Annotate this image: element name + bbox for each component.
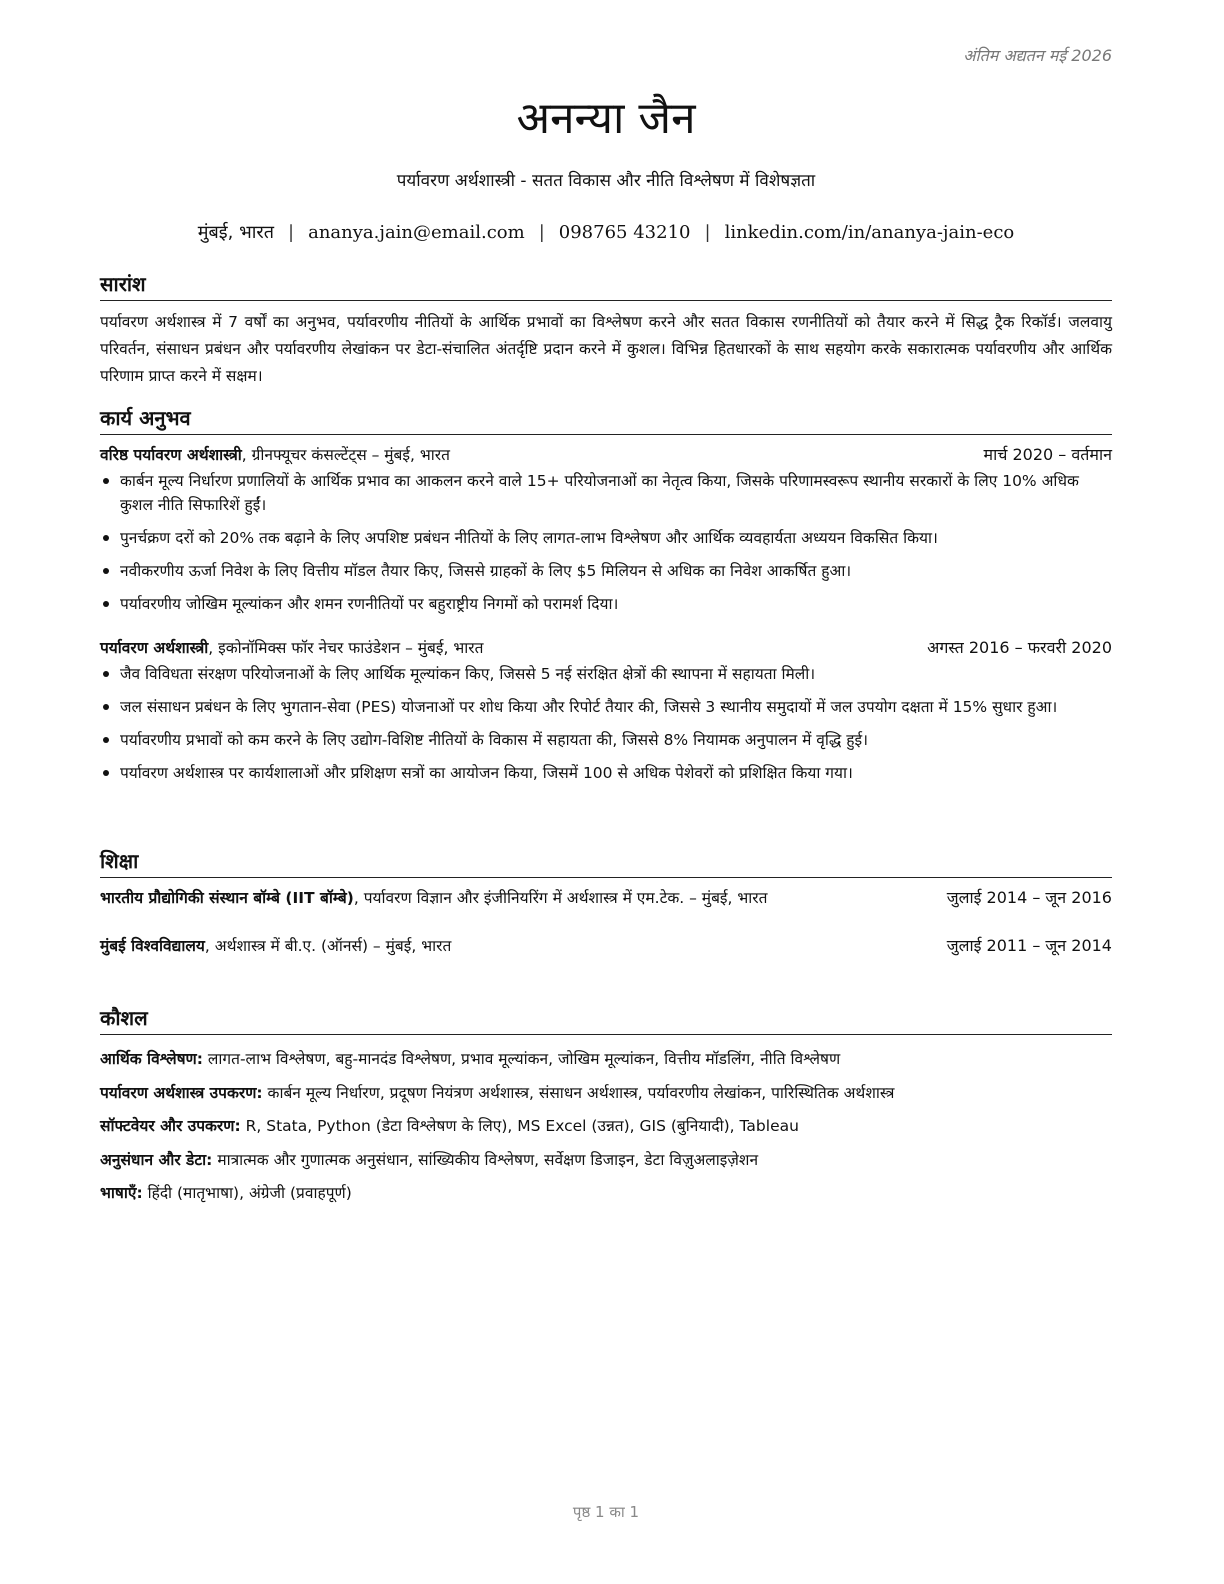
- skill-label: आर्थिक विश्लेषण:: [100, 1050, 203, 1068]
- skill-line: [100, 1144, 1112, 1178]
- education-section: [100, 847, 1112, 958]
- separator: |: [288, 222, 295, 243]
- skill-value: R, Stata, Python (डेटा विश्लेषण के लिए), MS Excel (उन्नत), GIS (बुनियादी), Tableau: [240, 1117, 799, 1135]
- skill-line: [100, 1077, 1112, 1111]
- education-dates: जुलाई 2011 – जून 2014: [946, 936, 1112, 955]
- skill-label: भाषाएँ:: [100, 1184, 143, 1202]
- job-dates: अगस्त 2016 – फरवरी 2020: [927, 638, 1112, 657]
- degree-detail: , पर्यावरण विज्ञान और इंजीनियरिंग में अर्थशास्त्र में एम.टेक. – मुंबई, भारत: [353, 889, 768, 907]
- skill-line: [100, 1043, 1112, 1077]
- skill-value: लागत-लाभ विश्लेषण, बहु-मानदंड विश्लेषण, प्रभाव मूल्यांकन, जोखिम मूल्यांकन, वित्तीय मॉडलिंग, नीति विश्लेषण: [202, 1050, 841, 1068]
- skill-value: कार्बन मूल्य निर्धारण, प्रदूषण नियंत्रण अर्थशास्त्र, संसाधन अर्थशास्त्र, पर्यावरणीय लेखांकन, पारिस्थितिक अर्थशास्त्र: [262, 1083, 895, 1102]
- bullet-item: पर्यावरणीय प्रभावों को कम करने के लिए उद्योग-विशिष्ट नीतियों के विकास में सहायता की, जिससे 8% नियामक अनुपालन में वृद्धि हुई।: [100, 728, 1112, 752]
- tagline: पर्यावरण अर्थशास्त्री - सतत विकास और नीति विश्लेषण में विशेषज्ञता: [396, 171, 816, 191]
- bullet-item: जल संसाधन प्रबंधन के लिए भुगतान-सेवा (PES) योजनाओं पर शोध किया और रिपोर्ट तैयार की, जिससे 3 स्थानीय समुदायों में जल उपयोग दक्षता में 15% सुधार हुआ।: [100, 695, 1112, 719]
- section-heading: कौशल: [100, 1004, 1112, 1035]
- separator: |: [538, 222, 545, 243]
- bullet-item: जैव विविधता संरक्षण परियोजनाओं के लिए आर्थिक मूल्यांकन किए, जिससे 5 नई संरक्षित क्षेत्रों की स्थापना में सहायता मिली।: [100, 662, 1112, 686]
- summary-section: [100, 270, 1112, 390]
- skill-label: पर्यावरण अर्थशास्त्र उपकरण:: [100, 1083, 263, 1102]
- job-entry: [100, 443, 1112, 616]
- section-heading: सारांश: [100, 270, 1112, 301]
- bullet-item: पर्यावरण अर्थशास्त्र पर कार्यशालाओं और प्रशिक्षण सत्रों का आयोजन किया, जिसमें 100 से अधिक पेशेवरों को प्रशिक्षित किया गया।: [100, 761, 1112, 785]
- job-entry: [100, 636, 1112, 785]
- page-number: पृष्ठ 1 का 1: [572, 1503, 640, 1521]
- section-heading: शिक्षा: [100, 847, 1112, 878]
- bullet-item: पुनर्चक्रण दरों को 20% तक बढ़ाने के लिए अपशिष्ट प्रबंधन नीतियों के लिए लागत-लाभ विश्लेषण और आर्थिक व्यवहार्यता अध्ययन विकसित किया।: [100, 526, 1112, 550]
- skill-value: मात्रात्मक और गुणात्मक अनुसंधान, सांख्यिकीय विश्लेषण, सर्वेक्षण डिजाइन, डेटा विज़ुअलाइज़ेशन: [212, 1150, 759, 1169]
- bullet-item: नवीकरणीय ऊर्जा निवेश के लिए वित्तीय मॉडल तैयार किए, जिससे ग्राहकों के लिए $5 मिलियन से अधिक का निवेश आकर्षित हुआ।: [100, 559, 1112, 583]
- skill-line: [100, 1177, 1112, 1211]
- contact-phone[interactable]: 098765 43210: [558, 222, 691, 243]
- separator: |: [704, 222, 711, 243]
- job-org: , इकोनॉमिक्स फॉर नेचर फाउंडेशन – मुंबई, भारत: [208, 639, 484, 657]
- experience-section: [100, 404, 1112, 794]
- job-header: [100, 636, 1112, 660]
- skill-label: अनुसंधान और डेटा:: [100, 1150, 213, 1169]
- job-bullets: [100, 662, 1112, 785]
- job-org: , ग्रीनफ्यूचर कंसल्टेंट्स – मुंबई, भारत: [241, 446, 450, 464]
- education-dates: जुलाई 2014 – जून 2016: [946, 888, 1112, 907]
- contact-email[interactable]: ananya.jain@email.com: [308, 222, 525, 243]
- job-bullets: [100, 469, 1112, 616]
- education-entry: [100, 886, 1112, 910]
- contact-linkedin[interactable]: linkedin.com/in/ananya-jain-eco: [724, 222, 1015, 243]
- candidate-name: अनन्या जैन: [516, 93, 696, 144]
- institution-name: मुंबई विश्वविद्यालय: [100, 937, 205, 955]
- job-header: [100, 443, 1112, 467]
- resume-page: [100, 0, 1112, 1584]
- institution-name: भारतीय प्रौद्योगिकी संस्थान बॉम्बे (IIT बॉम्बे): [100, 889, 354, 907]
- bullet-item: कार्बन मूल्य निर्धारण प्रणालियों के आर्थिक प्रभाव का आकलन करने वाले 15+ परियोजनाओं का नेतृत्व किया, जिसके परिणामस्वरूप स्थानीय सरकारों के लिए 10% अधिक कुशल नीति सिफारिशें हुईं।: [100, 469, 1112, 517]
- job-title: पर्यावरण अर्थशास्त्री: [100, 639, 209, 657]
- skill-line: [100, 1110, 1112, 1144]
- skill-label: सॉफ्टवेयर और उपकरण:: [100, 1117, 241, 1135]
- summary-text: पर्यावरण अर्थशास्त्र में 7 वर्षों का अनुभव, पर्यावरणीय नीतियों के आर्थिक प्रभावों का विश्लेषण करने और सतत विकास रणनीतियों को तैयार करने में सिद्ध ट्रैक रिकॉर्ड। जलवायु परिवर्तन, संसाधन प्रबंधन और पर्यावरणीय लेखांकन पर डेटा-संचालित अंतर्दृष्टि प्रदान करने में कुशल। विभिन्न हितधारकों के साथ सहयोग करके सकारात्मक पर्यावरणीय और आर्थिक परिणाम प्राप्त करने में सक्षम।: [100, 313, 1112, 385]
- job-title: वरिष्ठ पर्यावरण अर्थशास्त्री: [100, 446, 242, 464]
- job-dates: मार्च 2020 – वर्तमान: [983, 445, 1112, 464]
- last-updated: अंतिम अद्यतन मई 2026: [963, 46, 1112, 65]
- skill-value: हिंदी (मातृभाषा), अंग्रेजी (प्रवाहपूर्ण): [142, 1184, 352, 1202]
- degree-detail: , अर्थशास्त्र में बी.ए. (ऑनर्स) – मुंबई, भारत: [204, 937, 452, 955]
- bullet-item: पर्यावरणीय जोखिम मूल्यांकन और शमन रणनीतियों पर बहुराष्ट्रीय निगमों को परामर्श दिया।: [100, 592, 1112, 616]
- contact-location: मुंबई, भारत: [197, 222, 275, 243]
- contact-line: [100, 220, 1112, 244]
- skills-section: [100, 1004, 1112, 1211]
- education-entry: [100, 934, 1112, 958]
- section-heading: कार्य अनुभव: [100, 404, 1112, 435]
